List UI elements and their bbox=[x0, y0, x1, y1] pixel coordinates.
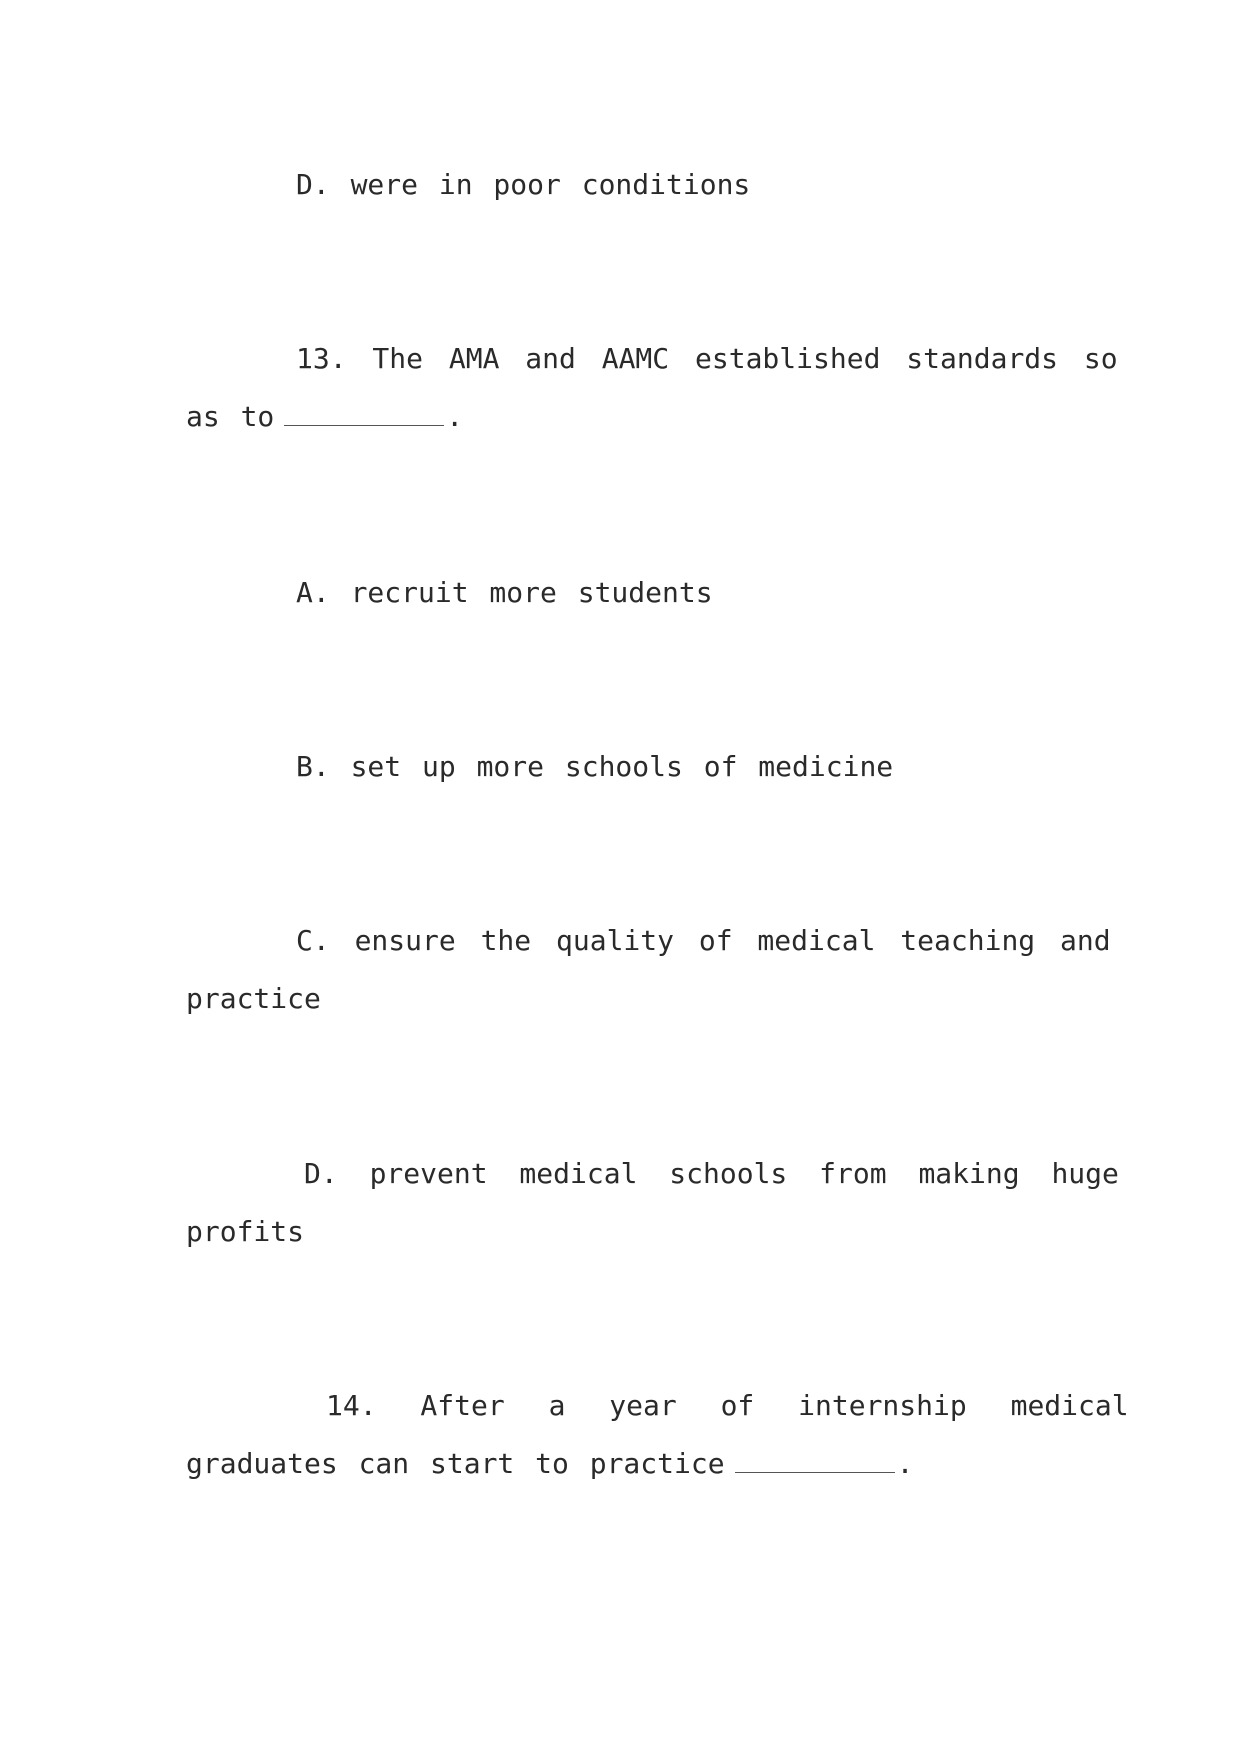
q13-option-a-text: A. recruit more students bbox=[296, 576, 713, 609]
q13-option-a bbox=[186, 564, 1046, 622]
q14-stem-line1: 14. After a year of internship medical bbox=[326, 1389, 1129, 1422]
q13-option-d-line1: D. prevent medical schools from making huge bbox=[304, 1157, 1119, 1190]
q12-option-d bbox=[186, 156, 1046, 214]
q14-stem-line2-text: graduates can start to practice bbox=[186, 1447, 725, 1480]
q13-stem-line1: 13. The AMA and AAMC established standards so bbox=[296, 342, 1118, 375]
q14-stem-end: . bbox=[896, 1447, 914, 1480]
q13-option-d bbox=[186, 1145, 1119, 1261]
q13-option-c bbox=[186, 912, 1111, 1028]
q13-stem-line2 bbox=[186, 388, 1046, 446]
question-13 bbox=[186, 330, 1118, 446]
q13-option-c-line2: practice bbox=[186, 982, 321, 1015]
q13-option-b-text: B. set up more schools of medicine bbox=[296, 750, 894, 783]
q13-option-d-line2: profits bbox=[186, 1215, 305, 1248]
q12-option-d-text: D. were in poor conditions bbox=[296, 168, 751, 201]
q13-stem-end: . bbox=[446, 400, 464, 433]
question-14 bbox=[186, 1377, 1129, 1493]
q13-option-c-line1: C. ensure the quality of medical teaching and bbox=[296, 924, 1111, 957]
q13-option-b bbox=[186, 738, 1046, 796]
answer-blank bbox=[735, 1470, 895, 1473]
answer-blank bbox=[284, 423, 444, 426]
q13-stem-line2-text: as to bbox=[186, 400, 275, 433]
q14-stem-line2 bbox=[186, 1435, 1046, 1493]
